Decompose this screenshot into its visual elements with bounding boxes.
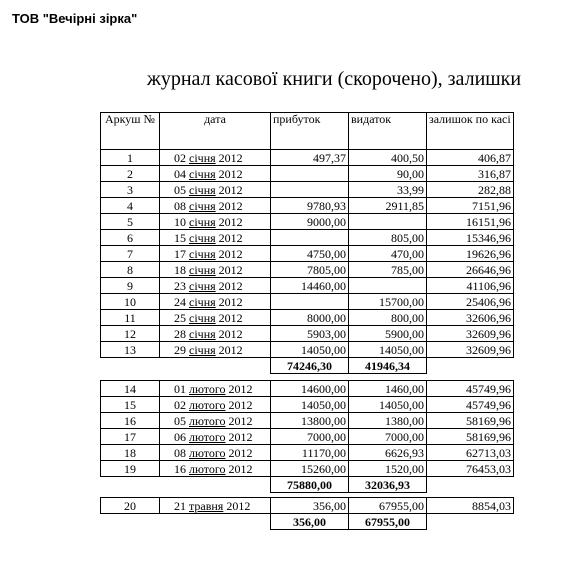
- date-year: 2012: [228, 461, 253, 476]
- balance-cell: 282,88: [427, 182, 514, 198]
- date-year: 2012: [228, 397, 253, 412]
- date-cell: [160, 150, 271, 166]
- expense-cell: 33,99: [349, 182, 427, 198]
- date-day: 29: [174, 342, 186, 357]
- table-row: [101, 294, 514, 310]
- date-year: 2012: [228, 429, 253, 444]
- sheet-number: 15: [101, 397, 160, 413]
- expense-cell: [349, 214, 427, 230]
- table-row: [101, 498, 514, 514]
- sheet-number: 5: [101, 214, 160, 230]
- sheet-number: 14: [101, 381, 160, 397]
- income-cell: 9780,93: [271, 198, 349, 214]
- income-cell: [271, 294, 349, 310]
- balance-cell: 32609,96: [427, 326, 514, 342]
- date-month: січня: [189, 310, 216, 325]
- sheet-number: 4: [101, 198, 160, 214]
- income-cell: 14460,00: [271, 278, 349, 294]
- total-row: [101, 477, 514, 493]
- table-row: [101, 182, 514, 198]
- income-cell: 7805,00: [271, 262, 349, 278]
- income-cell: 15260,00: [271, 461, 349, 477]
- date-month: січня: [189, 230, 216, 245]
- date-year: 2012: [218, 310, 243, 325]
- table-row: [101, 461, 514, 477]
- balance-cell: 58169,96: [427, 429, 514, 445]
- sheet-number: 18: [101, 445, 160, 461]
- date-month: січня: [189, 182, 216, 197]
- date-month: січня: [189, 294, 216, 309]
- date-year: 2012: [228, 413, 253, 428]
- income-cell: 497,37: [271, 150, 349, 166]
- table-row: [101, 198, 514, 214]
- date-cell: [160, 445, 271, 461]
- date-day: 28: [174, 326, 186, 341]
- balance-cell: 19626,96: [427, 246, 514, 262]
- date-year: 2012: [218, 214, 243, 229]
- date-year: 2012: [218, 278, 243, 293]
- date-day: 08: [174, 445, 186, 460]
- date-month: січня: [189, 278, 216, 293]
- balance-cell: 7151,96: [427, 198, 514, 214]
- income-cell: 11170,00: [271, 445, 349, 461]
- date-month: січня: [189, 214, 216, 229]
- date-year: 2012: [218, 182, 243, 197]
- total-row: [101, 358, 514, 374]
- expense-cell: [349, 278, 427, 294]
- balance-cell: 15346,96: [427, 230, 514, 246]
- date-day: 23: [174, 278, 186, 293]
- february-rows: [101, 381, 514, 477]
- date-month: лютого: [189, 413, 226, 428]
- may-rows: [101, 498, 514, 514]
- date-cell: [160, 246, 271, 262]
- balance-cell: 32606,96: [427, 310, 514, 326]
- sheet-number: 6: [101, 230, 160, 246]
- date-day: 16: [174, 461, 186, 476]
- balance-cell: 76453,03: [427, 461, 514, 477]
- balance-cell: 406,87: [427, 150, 514, 166]
- expense-cell: 15700,00: [349, 294, 427, 310]
- date-day: 15: [174, 230, 186, 245]
- expense-cell: 14050,00: [349, 342, 427, 358]
- date-year: 2012: [228, 381, 253, 396]
- date-day: 02: [174, 150, 186, 165]
- column-header-sheet: Аркуш №: [101, 113, 160, 150]
- balance-cell: 26646,96: [427, 262, 514, 278]
- date-month: січня: [189, 262, 216, 277]
- expense-cell: 785,00: [349, 262, 427, 278]
- date-year: 2012: [226, 498, 251, 513]
- sheet-number: 19: [101, 461, 160, 477]
- date-month: лютого: [189, 445, 226, 460]
- date-month: лютого: [189, 461, 226, 476]
- expense-cell: 5900,00: [349, 326, 427, 342]
- sheet-number: 10: [101, 294, 160, 310]
- date-day: 25: [174, 310, 186, 325]
- document-title: журнал касової книги (скорочено), залишки: [147, 68, 522, 90]
- date-day: 05: [174, 182, 186, 197]
- date-cell: [160, 498, 271, 514]
- date-day: 24: [174, 294, 186, 309]
- table-row: [101, 397, 514, 413]
- total-expense: 32036,93: [349, 477, 427, 493]
- sheet-number: 2: [101, 166, 160, 182]
- expense-cell: 805,00: [349, 230, 427, 246]
- sheet-number: 16: [101, 413, 160, 429]
- income-cell: 4750,00: [271, 246, 349, 262]
- date-year: 2012: [218, 150, 243, 165]
- date-day: 10: [174, 214, 186, 229]
- expense-cell: 7000,00: [349, 429, 427, 445]
- income-cell: 356,00: [271, 498, 349, 514]
- date-cell: [160, 397, 271, 413]
- expense-cell: 1380,00: [349, 413, 427, 429]
- date-day: 06: [174, 429, 186, 444]
- balance-cell: 45749,96: [427, 397, 514, 413]
- income-cell: [271, 182, 349, 198]
- income-cell: [271, 230, 349, 246]
- date-month: лютого: [189, 397, 226, 412]
- table-row: [101, 342, 514, 358]
- date-cell: [160, 326, 271, 342]
- income-cell: [271, 166, 349, 182]
- expense-cell: 67955,00: [349, 498, 427, 514]
- expense-cell: 6626,93: [349, 445, 427, 461]
- date-cell: [160, 342, 271, 358]
- date-cell: [160, 214, 271, 230]
- total-expense: 67955,00: [349, 514, 427, 530]
- date-cell: [160, 182, 271, 198]
- table-row: [101, 278, 514, 294]
- balance-cell: 62713,03: [427, 445, 514, 461]
- date-month: лютого: [189, 381, 226, 396]
- date-day: 01: [174, 381, 186, 396]
- date-year: 2012: [218, 262, 243, 277]
- table-row: [101, 429, 514, 445]
- expense-cell: 1520,00: [349, 461, 427, 477]
- table-row: [101, 262, 514, 278]
- date-cell: [160, 166, 271, 182]
- balance-cell: 58169,96: [427, 413, 514, 429]
- expense-cell: 470,00: [349, 246, 427, 262]
- january-total: [101, 358, 514, 381]
- date-cell: [160, 294, 271, 310]
- table-row: [101, 445, 514, 461]
- sheet-number: 13: [101, 342, 160, 358]
- may-total: [101, 514, 514, 530]
- date-year: 2012: [218, 166, 243, 181]
- date-year: 2012: [218, 342, 243, 357]
- balance-cell: 16151,96: [427, 214, 514, 230]
- income-cell: 14600,00: [271, 381, 349, 397]
- date-year: 2012: [218, 198, 243, 213]
- sheet-number: 9: [101, 278, 160, 294]
- date-month: січня: [189, 166, 216, 181]
- table-row: [101, 381, 514, 397]
- table-row: [101, 246, 514, 262]
- january-rows: [101, 150, 514, 358]
- table-row: [101, 214, 514, 230]
- expense-cell: 90,00: [349, 166, 427, 182]
- date-cell: [160, 461, 271, 477]
- date-day: 18: [174, 262, 186, 277]
- table-row: [101, 413, 514, 429]
- date-month: січня: [189, 246, 216, 261]
- sheet-number: 3: [101, 182, 160, 198]
- february-total: [101, 477, 514, 498]
- date-cell: [160, 381, 271, 397]
- date-day: 21: [174, 498, 186, 513]
- balance-cell: 8854,03: [427, 498, 514, 514]
- date-cell: [160, 198, 271, 214]
- date-month: січня: [189, 150, 216, 165]
- sheet-number: 11: [101, 310, 160, 326]
- table-header-row: [101, 113, 514, 150]
- date-month: січня: [189, 198, 216, 213]
- balance-cell: 32609,96: [427, 342, 514, 358]
- sheet-number: 12: [101, 326, 160, 342]
- date-day: 02: [174, 397, 186, 412]
- date-day: 05: [174, 413, 186, 428]
- date-day: 04: [174, 166, 186, 181]
- date-month: січня: [189, 326, 216, 341]
- expense-cell: 800,00: [349, 310, 427, 326]
- income-cell: 7000,00: [271, 429, 349, 445]
- date-cell: [160, 278, 271, 294]
- date-day: 17: [174, 246, 186, 261]
- date-cell: [160, 230, 271, 246]
- expense-cell: 14050,00: [349, 397, 427, 413]
- total-income: 356,00: [271, 514, 349, 530]
- date-cell: [160, 310, 271, 326]
- date-year: 2012: [228, 445, 253, 460]
- date-cell: [160, 429, 271, 445]
- table-row: [101, 310, 514, 326]
- cash-book-table: [100, 112, 514, 530]
- date-year: 2012: [218, 294, 243, 309]
- total-income: 75880,00: [271, 477, 349, 493]
- date-cell: [160, 262, 271, 278]
- sheet-number: 7: [101, 246, 160, 262]
- total-row: [101, 514, 514, 530]
- date-year: 2012: [218, 326, 243, 341]
- table-row: [101, 166, 514, 182]
- column-header-date: дата: [160, 113, 271, 150]
- income-cell: 9000,00: [271, 214, 349, 230]
- date-month: лютого: [189, 429, 226, 444]
- expense-cell: 1460,00: [349, 381, 427, 397]
- sheet-number: 1: [101, 150, 160, 166]
- date-year: 2012: [218, 246, 243, 261]
- balance-cell: 41106,96: [427, 278, 514, 294]
- expense-cell: 400,50: [349, 150, 427, 166]
- expense-cell: 2911,85: [349, 198, 427, 214]
- sheet-number: 17: [101, 429, 160, 445]
- income-cell: 14050,00: [271, 397, 349, 413]
- balance-cell: 25406,96: [427, 294, 514, 310]
- total-income: 74246,30: [271, 358, 349, 374]
- income-cell: 14050,00: [271, 342, 349, 358]
- table-row: [101, 150, 514, 166]
- total-expense: 41946,34: [349, 358, 427, 374]
- balance-cell: 316,87: [427, 166, 514, 182]
- date-month: травня: [189, 498, 224, 513]
- income-cell: 8000,00: [271, 310, 349, 326]
- table-row: [101, 326, 514, 342]
- income-cell: 13800,00: [271, 413, 349, 429]
- table-row: [101, 230, 514, 246]
- date-month: січня: [189, 342, 216, 357]
- income-cell: 5903,00: [271, 326, 349, 342]
- column-header-balance: залишок по касі: [427, 113, 514, 150]
- balance-cell: 45749,96: [427, 381, 514, 397]
- date-day: 08: [174, 198, 186, 213]
- sheet-number: 8: [101, 262, 160, 278]
- date-cell: [160, 413, 271, 429]
- company-name: ТОВ "Вечірні зірка": [12, 11, 138, 26]
- sheet-number: 20: [101, 498, 160, 514]
- column-header-expense: видаток: [349, 113, 427, 150]
- date-year: 2012: [218, 230, 243, 245]
- column-header-income: прибуток: [271, 113, 349, 150]
